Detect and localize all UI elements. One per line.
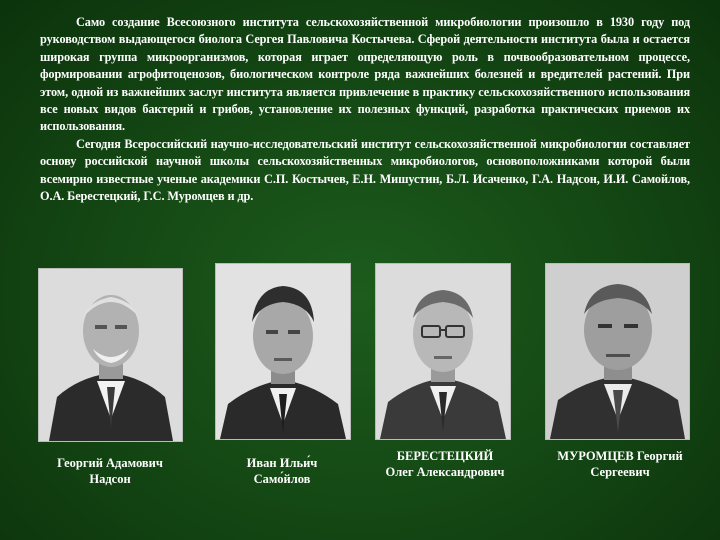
portrait-samoylov xyxy=(215,263,351,440)
caption-nadson: Георгий Адамович Надсон xyxy=(57,456,163,486)
portrait-samoylov-image xyxy=(216,264,350,439)
paragraph-history: Само создание Всесоюзного института сельскохозяйственной микробиологии произошло в 1930 году под руководством выдающегося биолога Сергея Павловича Костычева. Сферой деятельности института была и остается широкая группа микроорганизмов, которая играет определяющую роль в почвообразовательном процессе, формировании агрофитоценозов, биологическом контроле ряда важнейших болезней и вредителей растений. При этом, одной из важнейших заслуг института является привлечение в практику сельскохозяйственного использования все новых видов бактерий и грибов, установление их полезных функций, разработка практических приемов их использования. xyxy=(40,15,690,134)
portrait-muromtsev xyxy=(545,263,690,440)
portrait-muromtsev-image xyxy=(546,264,689,439)
portrait-nadson-image xyxy=(39,269,182,441)
portrait-nadson xyxy=(38,268,183,442)
portrait-berestetsky-image xyxy=(376,264,510,439)
paragraph-today: Сегодня Всероссийский научно-исследовательский институт сельскохозяйственной микробиологии составляет основу российской научной школы сельскохозяйственных микробиологов, основоположниками которой были всемирно известные ученые академики С.П. Костычев, Е.Н. Мишустин, Б.Л. Исаченко, Г.А. Надсон, И.И. Самойлов, О.А. Берестецкий, Г.С. Муромцев и др. xyxy=(40,136,690,204)
intro-text xyxy=(40,14,690,205)
caption-samoylov: Иван Ильи́ч Само́йлов xyxy=(246,456,318,486)
caption-berestetsky: БЕРЕСТЕЦКИЙ Олег Александрович xyxy=(385,449,505,479)
caption-muromtsev: МУРОМЦЕВ Георгий Сергеевич xyxy=(557,449,683,479)
portrait-berestetsky xyxy=(375,263,511,440)
